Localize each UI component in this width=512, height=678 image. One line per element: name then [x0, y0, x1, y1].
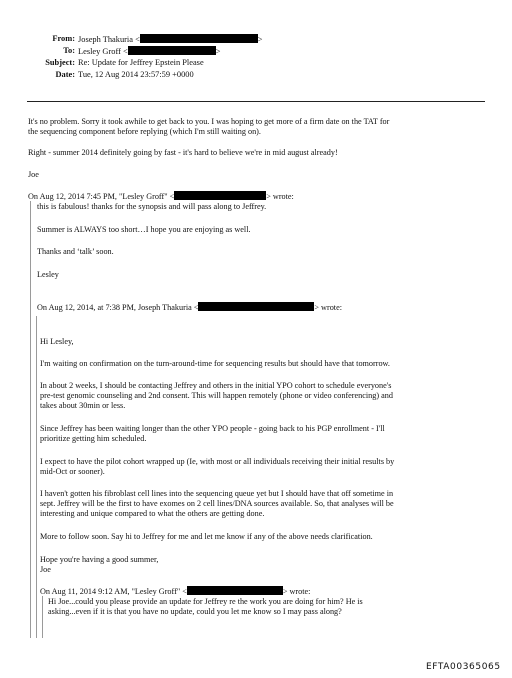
date-label: Date: — [55, 70, 75, 79]
from-label: From: — [52, 34, 75, 43]
quote3-attribution-text: On Aug 11, 2014 9:12 AM, "Lesley Groff" < — [40, 587, 187, 596]
quote2-attribution-text: On Aug 12, 2014, at 7:38 PM, Joseph Thakuria < — [37, 303, 199, 312]
quote3-line1: Hi Joe...could you please provide an update for Jeffrey re the work you are doing for him? He is — [48, 597, 363, 606]
quote2-paragraph7-line2: Joe — [40, 565, 51, 574]
quote2-paragraph3-line2: prioritize getting him scheduled. — [40, 434, 147, 443]
redaction-box — [187, 586, 283, 595]
quote1-bar — [30, 201, 31, 638]
quote2-paragraph2-line3: takes about 30min or less. — [40, 401, 126, 410]
quote2-paragraph5-line2: sept. Jeffrey will be the first to have exomes on 2 cell lines/DNA sources available. So, that analyses will be — [40, 499, 394, 508]
quote2-paragraph5-line3: interesting and unique compared to what the others are getting done. — [40, 509, 265, 518]
quote1-attribution-end: > wrote: — [266, 192, 294, 201]
msg1-paragraph2: Right - summer 2014 definitely going by fast - it's hard to believe we're in mid august already! — [28, 148, 338, 157]
subject-label: Subject: — [45, 58, 75, 67]
bates-number: EFTA00365065 — [426, 662, 501, 672]
redaction-box — [128, 46, 216, 55]
quote3-bar — [42, 596, 43, 638]
date-value: Tue, 12 Aug 2014 23:57:59 +0000 — [78, 70, 194, 79]
quote2-paragraph3-line1: Since Jeffrey has been waiting longer than the other YPO people - going back to his PGP enrollment - I'll — [40, 424, 385, 433]
quote2-attribution-end: > wrote: — [314, 303, 342, 312]
to-name: Lesley Groff < — [78, 47, 128, 56]
quote1-signature: Lesley — [37, 270, 59, 279]
quote1-line3: Thanks and ‘talk’ soon. — [37, 247, 114, 256]
subject-value: Re: Update for Jeffrey Epstein Please — [78, 58, 204, 67]
quote3-line2: asking...even if it is that you have no update, could you let me know so I may pass along? — [48, 607, 342, 616]
quote1-attribution — [28, 191, 294, 202]
quote1-line1: this is fabulous! thanks for the synopsis and will pass along to Jeffrey. — [37, 202, 267, 211]
quote2-paragraph5-line1: I haven't gotten his fibroblast cell lines into the sequencing queue yet but I should have that off sometime in — [40, 489, 394, 498]
from-end: > — [257, 35, 263, 44]
redaction-box — [198, 302, 314, 311]
redaction-box — [140, 34, 258, 43]
quote3-attribution — [40, 586, 310, 597]
quote2-paragraph2-line2: pre-test genomic counseling and 2nd consent. This will happen remotely (phone or video conferencing) and — [40, 391, 393, 400]
quote2-bar — [36, 316, 37, 638]
msg1-paragraph1-line2: the sequencing component before replying (which I'm still waiting on). — [28, 127, 261, 136]
quote2-paragraph6: More to follow soon. Say hi to Jeffrey for me and let me know if any of the above needs clarification. — [40, 532, 373, 541]
quote2-paragraph2-line1: In about 2 weeks, I should be contacting Jeffrey and others in the initial YPO cohort to schedule everyone's — [40, 381, 392, 390]
header-divider — [27, 101, 485, 102]
quote2-paragraph1: I'm waiting on confirmation on the turn-around-time for sequencing results but should have that tomorrow. — [40, 359, 390, 368]
quote1-attribution-text: On Aug 12, 2014 7:45 PM, "Lesley Groff" < — [28, 192, 175, 201]
quote2-paragraph4-line2: mid-Oct or sooner). — [40, 467, 105, 476]
quote3-attribution-end: > wrote: — [282, 587, 311, 596]
quote2-paragraph7-line1: Hope you're having a good summer, — [40, 555, 159, 564]
to-end: > — [215, 47, 221, 56]
msg1-paragraph1-line1: It's no problem. Sorry it took awhile to get back to you. I was hoping to get more of a firm date on the TAT for — [28, 117, 390, 126]
msg1-signature: Joe — [28, 170, 39, 179]
quote2-greeting: Hi Lesley, — [40, 337, 74, 346]
to-label: To: — [63, 46, 75, 55]
to-value — [78, 46, 220, 57]
redaction-box — [174, 191, 266, 200]
quote2-attribution — [37, 302, 342, 313]
from-name: Joseph Thakuria < — [78, 35, 140, 44]
quote2-paragraph4-line1: I expect to have the pilot cohort wrapped up (Ie, with most or all individuals receiving their initial results by — [40, 457, 395, 466]
from-value — [78, 34, 263, 45]
quote1-line2: Summer is ALWAYS too short…I hope you are enjoying as well. — [37, 225, 251, 234]
